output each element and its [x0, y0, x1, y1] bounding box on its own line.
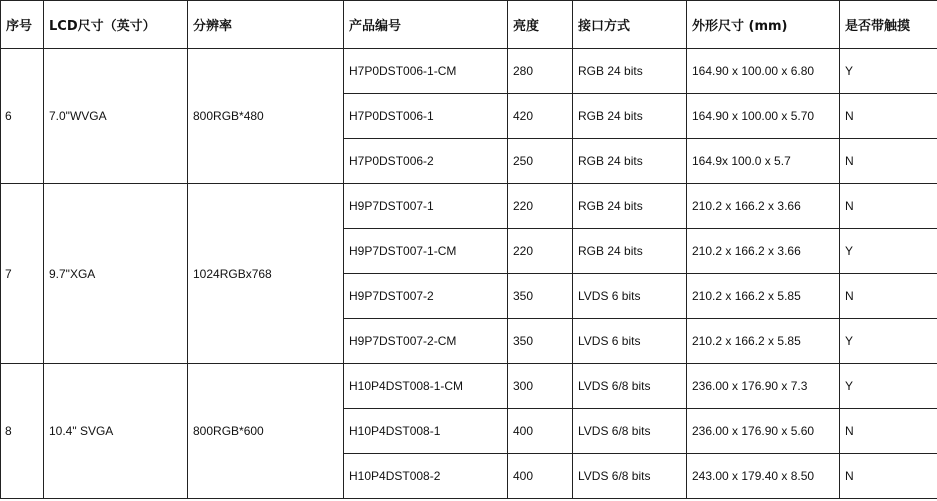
interface-cell: RGB 24 bits — [573, 184, 687, 229]
header-dimensions: 外形尺寸 (mm) — [687, 1, 840, 49]
brightness-cell: 400 — [508, 409, 573, 454]
dimensions-cell: 164.90 x 100.00 x 6.80 — [687, 49, 840, 94]
touch-cell: Y — [840, 49, 937, 94]
table-row — [1, 184, 937, 229]
header-row — [1, 1, 937, 49]
interface-cell: LVDS 6 bits — [573, 274, 687, 319]
interface-cell: RGB 24 bits — [573, 49, 687, 94]
model-cell: H10P4DST008-1-CM — [344, 364, 508, 409]
model-cell: H9P7DST007-2-CM — [344, 319, 508, 364]
model-cell: H7P0DST006-1 — [344, 94, 508, 139]
touch-cell: Y — [840, 229, 937, 274]
brightness-cell: 350 — [508, 319, 573, 364]
dimensions-cell: 210.2 x 166.2 x 5.85 — [687, 274, 840, 319]
model-cell: H9P7DST007-1 — [344, 184, 508, 229]
brightness-cell: 420 — [508, 94, 573, 139]
model-cell: H7P0DST006-1-CM — [344, 49, 508, 94]
table-row — [1, 49, 937, 94]
model-cell: H10P4DST008-1 — [344, 409, 508, 454]
header-seq: 序号 — [1, 1, 44, 49]
brightness-cell: 300 — [508, 364, 573, 409]
brightness-cell: 400 — [508, 454, 573, 499]
resolution-cell: 800RGB*600 — [188, 364, 344, 499]
model-cell: H9P7DST007-2 — [344, 274, 508, 319]
brightness-cell: 220 — [508, 229, 573, 274]
brightness-cell: 250 — [508, 139, 573, 184]
interface-cell: LVDS 6/8 bits — [573, 409, 687, 454]
dimensions-cell: 236.00 x 176.90 x 5.60 — [687, 409, 840, 454]
seq-cell: 8 — [1, 364, 44, 499]
touch-cell: N — [840, 184, 937, 229]
interface-cell: RGB 24 bits — [573, 139, 687, 184]
dimensions-cell: 210.2 x 166.2 x 3.66 — [687, 184, 840, 229]
header-lcd-size: LCD尺寸（英寸） — [44, 1, 188, 49]
brightness-cell: 280 — [508, 49, 573, 94]
dimensions-cell: 210.2 x 166.2 x 5.85 — [687, 319, 840, 364]
touch-cell: Y — [840, 364, 937, 409]
dimensions-cell: 243.00 x 179.40 x 8.50 — [687, 454, 840, 499]
resolution-cell: 1024RGBx768 — [188, 184, 344, 364]
touch-cell: N — [840, 139, 937, 184]
table-row — [1, 364, 937, 409]
lcd-size-cell: 9.7"XGA — [44, 184, 188, 364]
model-cell: H7P0DST006-2 — [344, 139, 508, 184]
dimensions-cell: 164.90 x 100.00 x 5.70 — [687, 94, 840, 139]
header-model: 产品编号 — [344, 1, 508, 49]
interface-cell: LVDS 6 bits — [573, 319, 687, 364]
touch-cell: N — [840, 409, 937, 454]
header-touch: 是否带触摸 — [840, 1, 937, 49]
lcd-size-cell: 7.0"WVGA — [44, 49, 188, 184]
touch-cell: N — [840, 454, 937, 499]
seq-cell: 6 — [1, 49, 44, 184]
interface-cell: RGB 24 bits — [573, 94, 687, 139]
brightness-cell: 220 — [508, 184, 573, 229]
touch-cell: N — [840, 274, 937, 319]
dimensions-cell: 236.00 x 176.90 x 7.3 — [687, 364, 840, 409]
lcd-size-cell: 10.4" SVGA — [44, 364, 188, 499]
header-brightness: 亮度 — [508, 1, 573, 49]
touch-cell: Y — [840, 319, 937, 364]
dimensions-cell: 164.9x 100.0 x 5.7 — [687, 139, 840, 184]
model-cell: H10P4DST008-2 — [344, 454, 508, 499]
brightness-cell: 350 — [508, 274, 573, 319]
seq-cell: 7 — [1, 184, 44, 364]
header-resolution: 分辨率 — [188, 1, 344, 49]
dimensions-cell: 210.2 x 166.2 x 3.66 — [687, 229, 840, 274]
model-cell: H9P7DST007-1-CM — [344, 229, 508, 274]
interface-cell: RGB 24 bits — [573, 229, 687, 274]
header-interface: 接口方式 — [573, 1, 687, 49]
interface-cell: LVDS 6/8 bits — [573, 454, 687, 499]
resolution-cell: 800RGB*480 — [188, 49, 344, 184]
touch-cell: N — [840, 94, 937, 139]
interface-cell: LVDS 6/8 bits — [573, 364, 687, 409]
